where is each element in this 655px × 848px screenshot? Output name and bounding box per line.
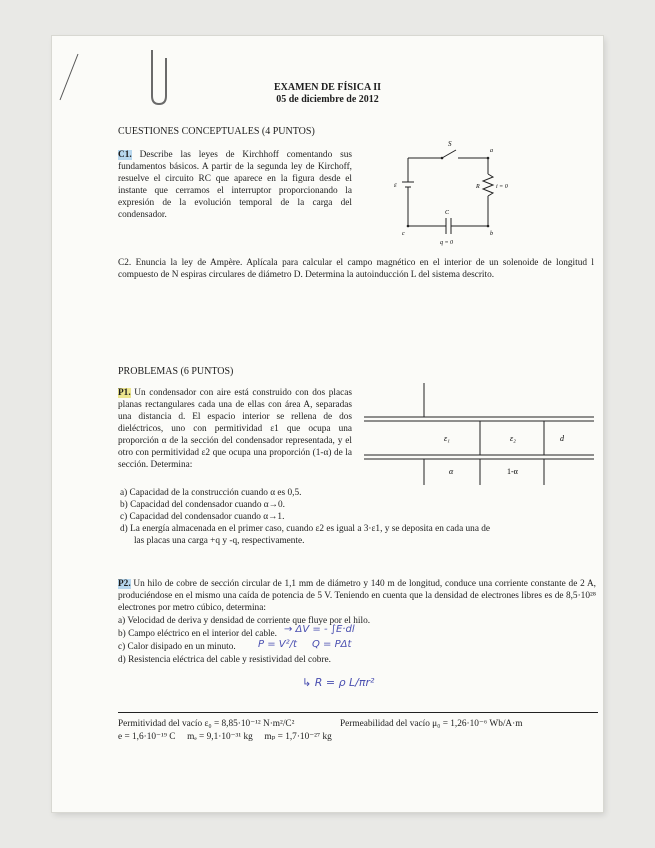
problems-heading: PROBLEMAS (6 PUNTOS)	[118, 366, 234, 377]
current-label: i = 0	[496, 184, 508, 190]
charge-label: q = 0	[440, 240, 454, 246]
p1-text: Un condensador con aire está construido con dos placas planas rectangulares cada una de ellas con área A, separadas una distancia d. El espacio interior se rellena de dos dieléctricos, uno con permitividad ε1 que ocupa una proporción α de la sección del condensador representada, y el otro con permitividad ε2 que ocupa una proporción (1-α) de la sección. Determina:	[118, 388, 352, 470]
c1-question	[118, 149, 352, 221]
switch-label: S	[448, 140, 452, 148]
p1-item-d: d) La energía almacenada en el primer caso, cuando ε2 es igual a 3·ε1, y se deposita en cada una de	[120, 524, 491, 534]
resistor-label: R	[476, 184, 480, 190]
p1-label: P1.	[118, 388, 131, 398]
handwritten-note-c1: P = V²/t	[258, 639, 297, 650]
node-b-label: b	[490, 231, 493, 237]
p1-item-d-cont: las placas una carga +q y -q, respectivamente.	[120, 536, 305, 546]
p1-item-c: c) Capacidad del condensador cuando α→1.	[120, 512, 285, 522]
exam-date: 05 de diciembre de 2012	[276, 94, 379, 105]
capacitor-label: C	[445, 210, 450, 216]
d-label: d	[560, 434, 564, 443]
dielectric-capacitor-diagram	[364, 381, 594, 489]
eps1-label: ε₁	[444, 434, 450, 443]
emf-label: ε	[394, 181, 397, 189]
p2-item-c: c) Calor disipado en un minuto.	[118, 642, 236, 652]
footer-permeability: Permeabilidad del vacío μ₀ = 1,26·10⁻⁶ Wb/A·m	[340, 719, 523, 729]
node-c-label: c	[402, 231, 405, 237]
p2-item-a: a) Velocidad de deriva y densidad de corriente que fluye por el hilo.	[118, 616, 371, 626]
c1-text: Describe las leyes de Kirchhoff comentando sus fundamentos básicos. A partir de la segunda ley de Kirchoff, resuelve el circuito RC que aparece en la figura desde el instante que cerramos el interruptor proporcionando la expresión de la evolución temporal de la carga del condensador.	[118, 150, 353, 220]
p2-item-b: b) Campo eléctrico en el interior del cable.	[118, 629, 278, 639]
c2-question: C2. Enuncia la ley de Ampère. Aplícala para calcular el campo magnético en el interior de un solenoide de longitud l compuesto de N espiras circulares de diámetro D. Determina la autoinducción L del sistema descrito.	[118, 258, 594, 280]
p1-item-a: a) Capacidad de la construcción cuando α es 0,5.	[120, 488, 302, 498]
footer-divider	[118, 712, 598, 713]
p2-text: Un hilo de cobre de sección circular de 1,1 mm de diámetro y 140 m de longitud, conduce una corriente constante de 2 A, produciéndose en el mismo una caída de potencia de 5 V. Teniendo en cuenta que la densidad de electrones libres es de 8,5·10²⁸ electrones por metro cúbico, determina:	[118, 579, 596, 613]
node-a-label: a	[490, 148, 493, 154]
eps2-label: ε₂	[510, 434, 516, 443]
p2-question	[118, 578, 596, 614]
conceptual-heading: CUESTIONES CONCEPTUALES (4 PUNTOS)	[118, 126, 315, 137]
p2-item-d: d) Resistencia eléctrica del cable y resistividad del cobre.	[118, 655, 331, 665]
footer-constants: e = 1,6·10⁻¹⁹ C mₑ = 9,1·10⁻³¹ kg mₚ = 1,7·10⁻²⁷ kg	[118, 732, 332, 742]
footer-permittivity: Permitividad del vacío ε₀ = 8,85·10⁻¹² N·m²/C²	[118, 719, 295, 729]
handwritten-note-d: ↳ R = ρ L/πr²	[302, 676, 375, 689]
one-minus-alpha-label: 1-α	[507, 467, 518, 476]
handwritten-note-c2: Q = PΔt	[312, 639, 352, 650]
p2-label: P2.	[118, 579, 131, 589]
rc-circuit-diagram	[382, 136, 512, 246]
exam-title: EXAMEN DE FÍSICA II	[274, 82, 381, 93]
c1-label: C1.	[118, 150, 132, 160]
p1-question	[118, 387, 352, 471]
handwritten-note-b: → ΔV = - ∫E·dl	[284, 624, 355, 635]
p1-item-b: b) Capacidad del condensador cuando α→0.	[120, 500, 285, 510]
alpha-label: α	[449, 467, 454, 476]
exam-sheet	[52, 36, 603, 812]
